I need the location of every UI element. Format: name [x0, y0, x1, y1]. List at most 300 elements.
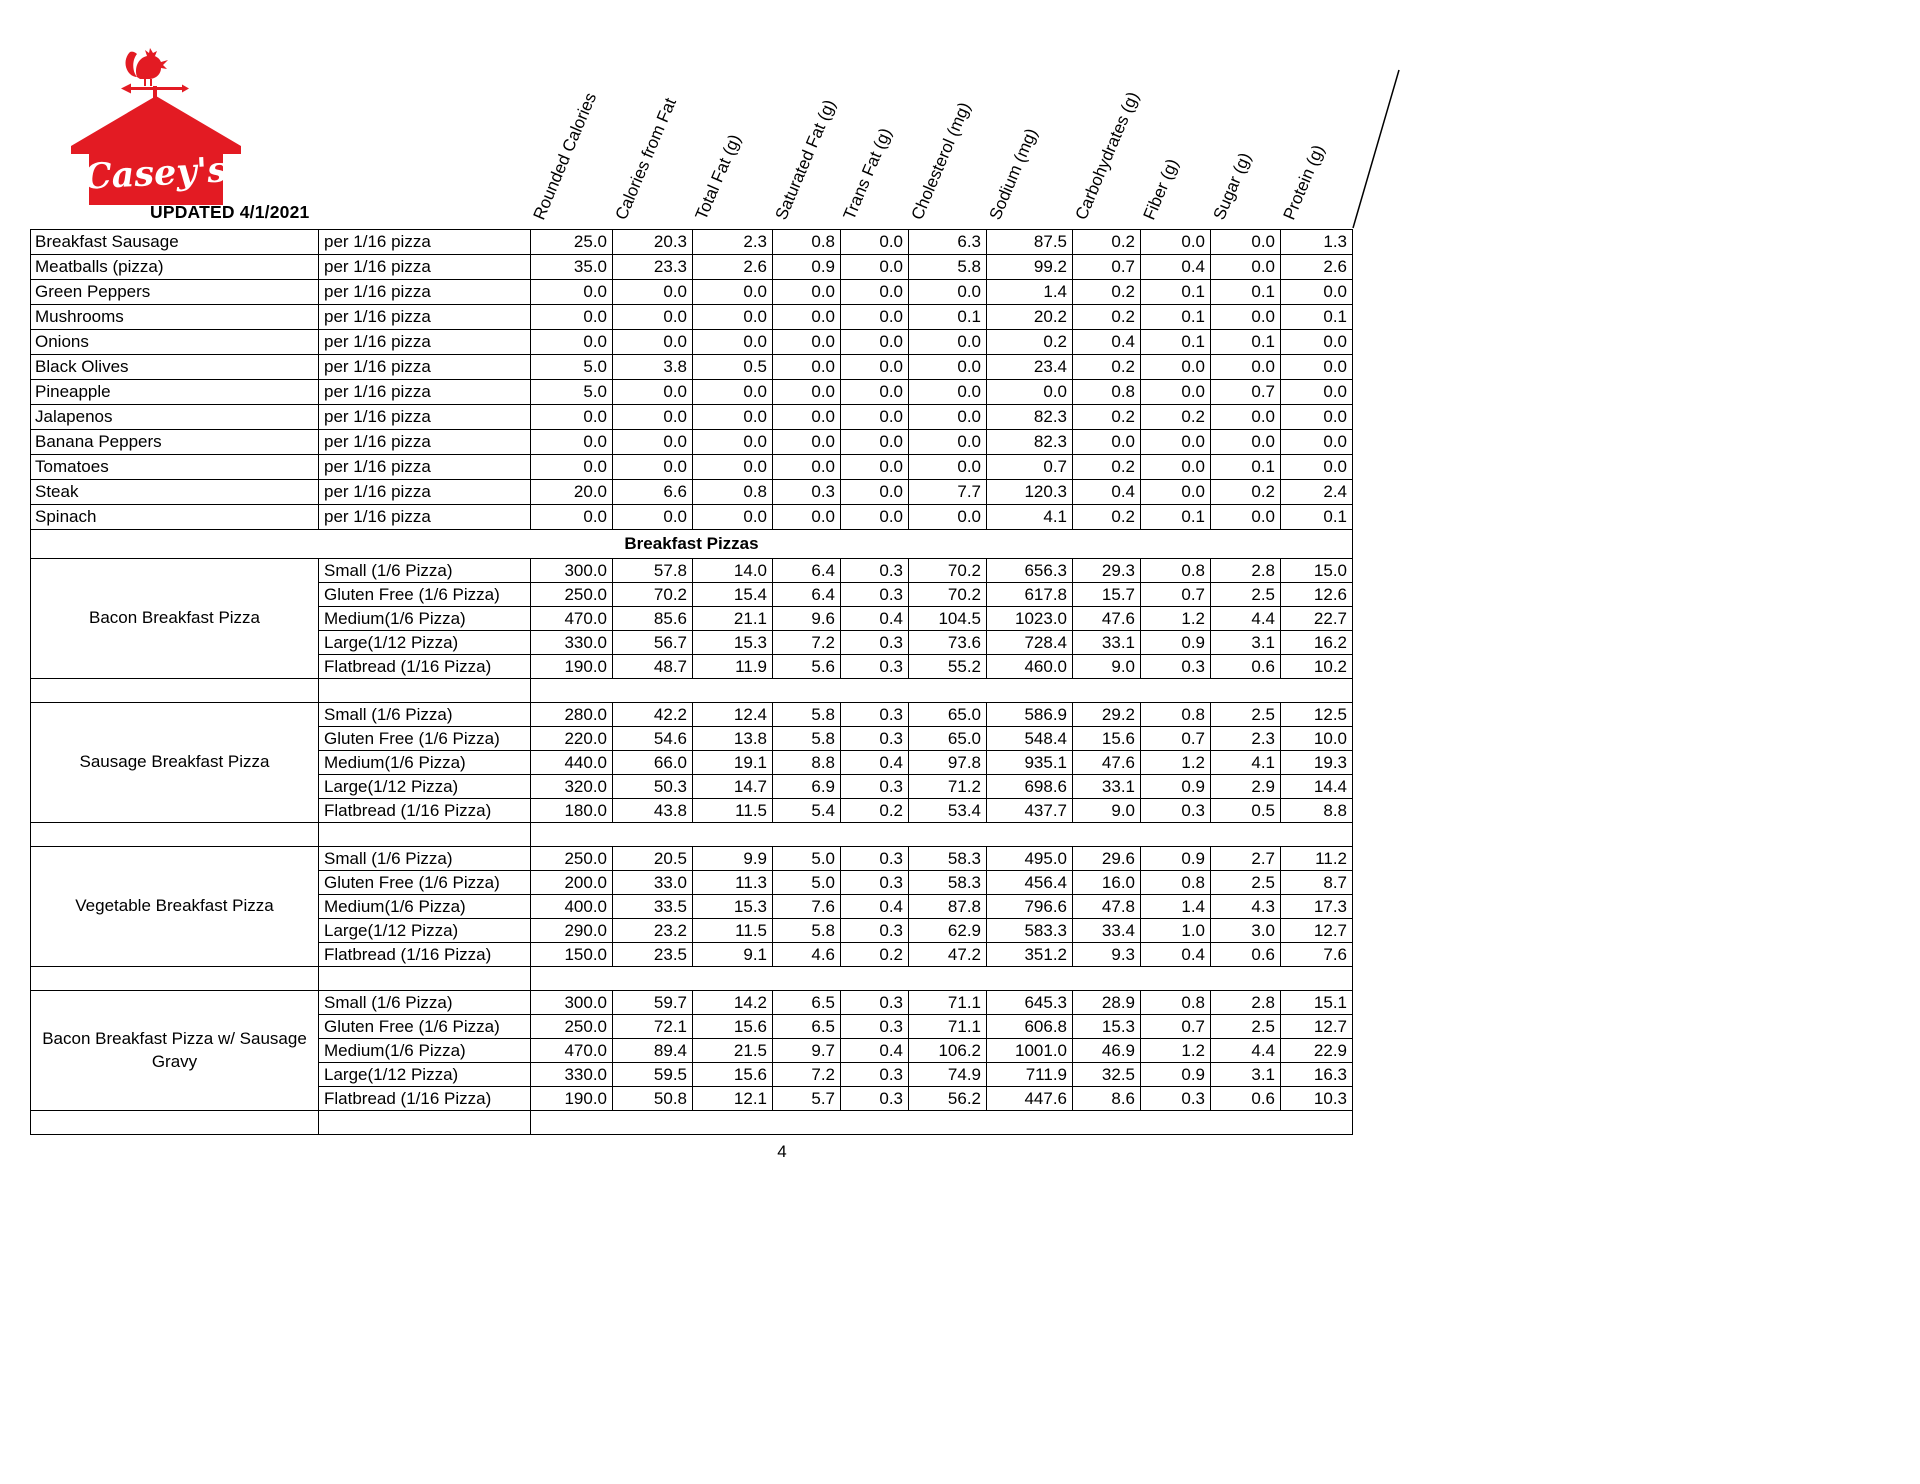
- value-cell: 14.4: [1281, 775, 1353, 799]
- value-cell: 2.3: [1211, 727, 1281, 751]
- ingredient-row: [31, 280, 1353, 305]
- value-cell: 104.5: [909, 607, 987, 631]
- empty-serving-cell: [319, 823, 531, 847]
- value-cell: 74.9: [909, 1063, 987, 1087]
- value-cell: 4.1: [987, 505, 1073, 530]
- ingredient-row: [31, 480, 1353, 505]
- value-cell: 48.7: [613, 655, 693, 679]
- value-cell: 15.7: [1073, 583, 1141, 607]
- value-cell: 5.8: [773, 919, 841, 943]
- serving-cell: per 1/16 pizza: [319, 455, 531, 480]
- value-cell: 0.6: [1211, 1087, 1281, 1111]
- value-cell: 190.0: [531, 1087, 613, 1111]
- value-cell: 11.9: [693, 655, 773, 679]
- value-cell: 6.3: [909, 230, 987, 255]
- value-cell: 0.0: [909, 280, 987, 305]
- value-cell: 9.7: [773, 1039, 841, 1063]
- value-cell: 0.1: [1281, 505, 1353, 530]
- value-cell: 97.8: [909, 751, 987, 775]
- serving-cell: per 1/16 pizza: [319, 305, 531, 330]
- value-cell: 0.0: [531, 405, 613, 430]
- value-cell: 0.0: [773, 380, 841, 405]
- col-header-fiber-g: Fiber (g): [1139, 156, 1183, 223]
- value-cell: 2.3: [693, 230, 773, 255]
- nutrition-table: [30, 229, 1353, 1135]
- value-cell: 99.2: [987, 255, 1073, 280]
- value-cell: 0.2: [1141, 405, 1211, 430]
- serving-cell: Flatbread (1/16 Pizza): [319, 1087, 531, 1111]
- value-cell: 82.3: [987, 405, 1073, 430]
- value-cell: 29.2: [1073, 703, 1141, 727]
- value-cell: 6.4: [773, 559, 841, 583]
- value-cell: 16.2: [1281, 631, 1353, 655]
- value-cell: 5.4: [773, 799, 841, 823]
- pizza-group-name-cell: Bacon Breakfast Pizza w/ Sausage Gravy: [31, 991, 319, 1111]
- value-cell: 15.3: [1073, 1015, 1141, 1039]
- value-cell: 66.0: [613, 751, 693, 775]
- value-cell: 65.0: [909, 727, 987, 751]
- value-cell: 0.0: [841, 355, 909, 380]
- value-cell: 0.0: [531, 505, 613, 530]
- value-cell: 0.2: [1073, 505, 1141, 530]
- serving-cell: per 1/16 pizza: [319, 355, 531, 380]
- ingredient-row: [31, 230, 1353, 255]
- value-cell: 62.9: [909, 919, 987, 943]
- col-header-calories-from-fat: Calories from Fat: [611, 95, 681, 223]
- ingredient-row: [31, 405, 1353, 430]
- value-cell: 0.1: [909, 305, 987, 330]
- value-cell: 698.6: [987, 775, 1073, 799]
- item-name-cell: Green Peppers: [31, 280, 319, 305]
- value-cell: 0.1: [1211, 455, 1281, 480]
- value-cell: 11.5: [693, 799, 773, 823]
- value-cell: 5.8: [773, 727, 841, 751]
- value-cell: 5.0: [531, 355, 613, 380]
- value-cell: 54.6: [613, 727, 693, 751]
- value-cell: 23.5: [613, 943, 693, 967]
- value-cell: 0.3: [773, 480, 841, 505]
- value-cell: 0.9: [773, 255, 841, 280]
- value-cell: 0.0: [693, 280, 773, 305]
- value-cell: 11.3: [693, 871, 773, 895]
- value-cell: 0.3: [841, 631, 909, 655]
- value-cell: 0.1: [1281, 305, 1353, 330]
- value-cell: 0.0: [987, 380, 1073, 405]
- value-cell: 2.7: [1211, 847, 1281, 871]
- serving-cell: Small (1/6 Pizza): [319, 847, 531, 871]
- value-cell: 4.4: [1211, 1039, 1281, 1063]
- value-cell: 0.0: [773, 455, 841, 480]
- value-cell: 728.4: [987, 631, 1073, 655]
- value-cell: 0.0: [841, 380, 909, 405]
- item-name-cell: Meatballs (pizza): [31, 255, 319, 280]
- value-cell: 0.3: [1141, 655, 1211, 679]
- value-cell: 645.3: [987, 991, 1073, 1015]
- value-cell: 0.7: [1141, 727, 1211, 751]
- value-cell: 15.6: [693, 1063, 773, 1087]
- value-cell: 5.6: [773, 655, 841, 679]
- value-cell: 0.8: [773, 230, 841, 255]
- pizza-group-name-cell: Vegetable Breakfast Pizza: [31, 847, 319, 967]
- value-cell: 0.0: [693, 430, 773, 455]
- value-cell: 0.0: [1141, 480, 1211, 505]
- col-header-trans-fat-g: Trans Fat (g): [839, 125, 896, 223]
- value-cell: 280.0: [531, 703, 613, 727]
- value-cell: 250.0: [531, 847, 613, 871]
- value-cell: 7.2: [773, 631, 841, 655]
- value-cell: 0.8: [1073, 380, 1141, 405]
- value-cell: 59.5: [613, 1063, 693, 1087]
- value-cell: 0.0: [693, 405, 773, 430]
- value-cell: 0.2: [1073, 455, 1141, 480]
- value-cell: 1.4: [1141, 895, 1211, 919]
- value-cell: 0.6: [1211, 655, 1281, 679]
- value-cell: 0.0: [773, 505, 841, 530]
- value-cell: 19.3: [1281, 751, 1353, 775]
- value-cell: 50.3: [613, 775, 693, 799]
- value-cell: 70.2: [613, 583, 693, 607]
- serving-cell: Gluten Free (1/6 Pizza): [319, 1015, 531, 1039]
- value-cell: 0.0: [1281, 405, 1353, 430]
- value-cell: 1001.0: [987, 1039, 1073, 1063]
- pizza-group-name-cell: Bacon Breakfast Pizza: [31, 559, 319, 679]
- value-cell: 59.7: [613, 991, 693, 1015]
- value-cell: 250.0: [531, 583, 613, 607]
- value-cell: 71.2: [909, 775, 987, 799]
- value-cell: 20.5: [613, 847, 693, 871]
- value-cell: 29.3: [1073, 559, 1141, 583]
- col-header-protein-g: Protein (g): [1279, 142, 1329, 223]
- value-cell: 0.0: [531, 455, 613, 480]
- value-cell: 400.0: [531, 895, 613, 919]
- value-cell: 0.0: [841, 255, 909, 280]
- item-name-cell: Black Olives: [31, 355, 319, 380]
- value-cell: 33.0: [613, 871, 693, 895]
- value-cell: 0.0: [693, 505, 773, 530]
- value-cell: 33.1: [1073, 631, 1141, 655]
- value-cell: 15.6: [693, 1015, 773, 1039]
- col-header-saturated-fat-g: Saturated Fat (g): [771, 96, 840, 223]
- value-cell: 0.0: [1211, 355, 1281, 380]
- ingredient-row: [31, 455, 1353, 480]
- value-cell: 548.4: [987, 727, 1073, 751]
- value-cell: 33.1: [1073, 775, 1141, 799]
- col-header-sugar-g: Sugar (g): [1209, 149, 1255, 223]
- empty-values-cell: [531, 967, 1353, 991]
- serving-cell: Medium(1/6 Pizza): [319, 895, 531, 919]
- value-cell: 7.6: [773, 895, 841, 919]
- value-cell: 0.0: [841, 230, 909, 255]
- value-cell: 0.9: [1141, 775, 1211, 799]
- serving-cell: Flatbread (1/16 Pizza): [319, 799, 531, 823]
- value-cell: 6.9: [773, 775, 841, 799]
- ingredient-row: [31, 380, 1353, 405]
- value-cell: 2.4: [1281, 480, 1353, 505]
- value-cell: 0.3: [841, 655, 909, 679]
- value-cell: 53.4: [909, 799, 987, 823]
- value-cell: 2.6: [693, 255, 773, 280]
- value-cell: 9.3: [1073, 943, 1141, 967]
- value-cell: 0.3: [841, 559, 909, 583]
- value-cell: 16.3: [1281, 1063, 1353, 1087]
- value-cell: 6.6: [613, 480, 693, 505]
- value-cell: 583.3: [987, 919, 1073, 943]
- value-cell: 0.1: [1141, 330, 1211, 355]
- value-cell: 0.0: [613, 330, 693, 355]
- pizza-group-name-cell: Sausage Breakfast Pizza: [31, 703, 319, 823]
- serving-cell: per 1/16 pizza: [319, 255, 531, 280]
- value-cell: 0.0: [613, 380, 693, 405]
- value-cell: 0.3: [1141, 799, 1211, 823]
- value-cell: 0.3: [841, 1063, 909, 1087]
- value-cell: 12.7: [1281, 919, 1353, 943]
- serving-cell: Medium(1/6 Pizza): [319, 1039, 531, 1063]
- value-cell: 2.8: [1211, 991, 1281, 1015]
- value-cell: 5.8: [909, 255, 987, 280]
- value-cell: 250.0: [531, 1015, 613, 1039]
- value-cell: 0.0: [1211, 505, 1281, 530]
- value-cell: 7.6: [1281, 943, 1353, 967]
- value-cell: 0.0: [1211, 305, 1281, 330]
- col-header-carbohydrates-g: Carbohydrates (g): [1071, 89, 1143, 223]
- empty-values-cell: [531, 679, 1353, 703]
- value-cell: 0.4: [1141, 255, 1211, 280]
- value-cell: 0.0: [1281, 380, 1353, 405]
- ingredient-row: [31, 505, 1353, 530]
- serving-cell: Medium(1/6 Pizza): [319, 751, 531, 775]
- header-diagonal-line: [1350, 68, 1402, 230]
- pizza-size-row: [31, 559, 1353, 583]
- value-cell: 5.0: [773, 871, 841, 895]
- value-cell: 71.1: [909, 1015, 987, 1039]
- pizza-size-row: [31, 991, 1353, 1015]
- value-cell: 50.8: [613, 1087, 693, 1111]
- value-cell: 17.3: [1281, 895, 1353, 919]
- value-cell: 12.5: [1281, 703, 1353, 727]
- value-cell: 0.0: [613, 430, 693, 455]
- value-cell: 70.2: [909, 583, 987, 607]
- empty-serving-cell: [319, 967, 531, 991]
- value-cell: 2.5: [1211, 1015, 1281, 1039]
- value-cell: 606.8: [987, 1015, 1073, 1039]
- value-cell: 21.5: [693, 1039, 773, 1063]
- value-cell: 0.6: [1211, 943, 1281, 967]
- separator-row: [31, 679, 1353, 703]
- value-cell: 0.3: [841, 847, 909, 871]
- value-cell: 0.0: [693, 455, 773, 480]
- column-headers: [0, 0, 1450, 228]
- value-cell: 0.0: [909, 405, 987, 430]
- value-cell: 0.0: [1211, 405, 1281, 430]
- serving-cell: per 1/16 pizza: [319, 380, 531, 405]
- value-cell: 47.6: [1073, 607, 1141, 631]
- value-cell: 0.9: [1141, 631, 1211, 655]
- serving-cell: Small (1/6 Pizza): [319, 703, 531, 727]
- value-cell: 23.3: [613, 255, 693, 280]
- value-cell: 0.0: [909, 330, 987, 355]
- item-name-cell: Mushrooms: [31, 305, 319, 330]
- value-cell: 0.0: [909, 430, 987, 455]
- item-name-cell: Pineapple: [31, 380, 319, 405]
- value-cell: 43.8: [613, 799, 693, 823]
- value-cell: 0.0: [841, 480, 909, 505]
- value-cell: 106.2: [909, 1039, 987, 1063]
- value-cell: 0.0: [1141, 230, 1211, 255]
- ingredient-row: [31, 430, 1353, 455]
- serving-cell: Large(1/12 Pizza): [319, 1063, 531, 1087]
- empty-name-cell: [31, 967, 319, 991]
- value-cell: 14.7: [693, 775, 773, 799]
- value-cell: 15.3: [693, 631, 773, 655]
- item-name-cell: Banana Peppers: [31, 430, 319, 455]
- value-cell: 0.0: [1281, 330, 1353, 355]
- value-cell: 0.8: [1141, 871, 1211, 895]
- value-cell: 5.7: [773, 1087, 841, 1111]
- empty-serving-cell: [319, 1111, 531, 1135]
- value-cell: 0.0: [693, 330, 773, 355]
- value-cell: 14.2: [693, 991, 773, 1015]
- pizza-size-row: [31, 847, 1353, 871]
- value-cell: 0.8: [1141, 703, 1211, 727]
- value-cell: 0.0: [1073, 430, 1141, 455]
- value-cell: 0.0: [773, 355, 841, 380]
- pizza-size-row: [31, 703, 1353, 727]
- value-cell: 12.7: [1281, 1015, 1353, 1039]
- ingredient-row: [31, 330, 1353, 355]
- value-cell: 1.4: [987, 280, 1073, 305]
- value-cell: 1.2: [1141, 607, 1211, 631]
- serving-cell: Small (1/6 Pizza): [319, 559, 531, 583]
- value-cell: 0.0: [1141, 355, 1211, 380]
- value-cell: 14.0: [693, 559, 773, 583]
- value-cell: 35.0: [531, 255, 613, 280]
- serving-cell: per 1/16 pizza: [319, 505, 531, 530]
- value-cell: 0.1: [1141, 305, 1211, 330]
- value-cell: 0.0: [1211, 430, 1281, 455]
- serving-cell: per 1/16 pizza: [319, 280, 531, 305]
- value-cell: 470.0: [531, 1039, 613, 1063]
- value-cell: 73.6: [909, 631, 987, 655]
- value-cell: 8.8: [773, 751, 841, 775]
- value-cell: 89.4: [613, 1039, 693, 1063]
- value-cell: 11.2: [1281, 847, 1353, 871]
- section-header-row: [31, 530, 1353, 559]
- value-cell: 0.1: [1211, 330, 1281, 355]
- serving-cell: Large(1/12 Pizza): [319, 775, 531, 799]
- value-cell: 82.3: [987, 430, 1073, 455]
- value-cell: 220.0: [531, 727, 613, 751]
- value-cell: 2.5: [1211, 583, 1281, 607]
- value-cell: 935.1: [987, 751, 1073, 775]
- value-cell: 0.0: [773, 430, 841, 455]
- serving-cell: Large(1/12 Pizza): [319, 631, 531, 655]
- value-cell: 3.1: [1211, 1063, 1281, 1087]
- value-cell: 0.9: [1141, 847, 1211, 871]
- value-cell: 0.2: [841, 799, 909, 823]
- value-cell: 330.0: [531, 1063, 613, 1087]
- value-cell: 586.9: [987, 703, 1073, 727]
- value-cell: 796.6: [987, 895, 1073, 919]
- page-number: 4: [777, 1142, 787, 1161]
- value-cell: 42.2: [613, 703, 693, 727]
- value-cell: 0.7: [1141, 583, 1211, 607]
- value-cell: 190.0: [531, 655, 613, 679]
- value-cell: 300.0: [531, 559, 613, 583]
- serving-cell: per 1/16 pizza: [319, 230, 531, 255]
- value-cell: 0.2: [1073, 405, 1141, 430]
- serving-cell: per 1/16 pizza: [319, 330, 531, 355]
- empty-name-cell: [31, 679, 319, 703]
- value-cell: 0.7: [1141, 1015, 1211, 1039]
- value-cell: 440.0: [531, 751, 613, 775]
- value-cell: 9.6: [773, 607, 841, 631]
- value-cell: 0.1: [1211, 280, 1281, 305]
- serving-cell: per 1/16 pizza: [319, 405, 531, 430]
- value-cell: 0.2: [1211, 480, 1281, 505]
- value-cell: 15.1: [1281, 991, 1353, 1015]
- value-cell: 320.0: [531, 775, 613, 799]
- value-cell: 0.8: [1141, 991, 1211, 1015]
- value-cell: 120.3: [987, 480, 1073, 505]
- value-cell: 0.0: [773, 330, 841, 355]
- value-cell: 0.0: [841, 405, 909, 430]
- serving-cell: per 1/16 pizza: [319, 480, 531, 505]
- value-cell: 0.0: [841, 280, 909, 305]
- value-cell: 0.2: [1073, 305, 1141, 330]
- value-cell: 33.4: [1073, 919, 1141, 943]
- value-cell: 70.2: [909, 559, 987, 583]
- value-cell: 0.4: [841, 751, 909, 775]
- value-cell: 0.0: [773, 405, 841, 430]
- value-cell: 4.1: [1211, 751, 1281, 775]
- value-cell: 617.8: [987, 583, 1073, 607]
- value-cell: 0.0: [693, 380, 773, 405]
- value-cell: 0.5: [693, 355, 773, 380]
- value-cell: 32.5: [1073, 1063, 1141, 1087]
- separator-row: [31, 967, 1353, 991]
- value-cell: 57.8: [613, 559, 693, 583]
- value-cell: 7.2: [773, 1063, 841, 1087]
- value-cell: 4.4: [1211, 607, 1281, 631]
- value-cell: 10.3: [1281, 1087, 1353, 1111]
- value-cell: 0.7: [1211, 380, 1281, 405]
- value-cell: 9.9: [693, 847, 773, 871]
- serving-cell: Gluten Free (1/6 Pizza): [319, 727, 531, 751]
- value-cell: 10.2: [1281, 655, 1353, 679]
- value-cell: 7.7: [909, 480, 987, 505]
- value-cell: 3.0: [1211, 919, 1281, 943]
- value-cell: 0.5: [1211, 799, 1281, 823]
- value-cell: 1.3: [1281, 230, 1353, 255]
- value-cell: 447.6: [987, 1087, 1073, 1111]
- value-cell: 0.7: [987, 455, 1073, 480]
- separator-row: [31, 823, 1353, 847]
- value-cell: 495.0: [987, 847, 1073, 871]
- value-cell: 1.2: [1141, 1039, 1211, 1063]
- item-name-cell: Spinach: [31, 505, 319, 530]
- value-cell: 21.1: [693, 607, 773, 631]
- value-cell: 330.0: [531, 631, 613, 655]
- value-cell: 0.0: [1211, 255, 1281, 280]
- value-cell: 0.3: [841, 871, 909, 895]
- value-cell: 200.0: [531, 871, 613, 895]
- value-cell: 11.5: [693, 919, 773, 943]
- value-cell: 180.0: [531, 799, 613, 823]
- value-cell: 0.4: [841, 1039, 909, 1063]
- value-cell: 0.0: [909, 455, 987, 480]
- value-cell: 71.1: [909, 991, 987, 1015]
- value-cell: 0.0: [613, 455, 693, 480]
